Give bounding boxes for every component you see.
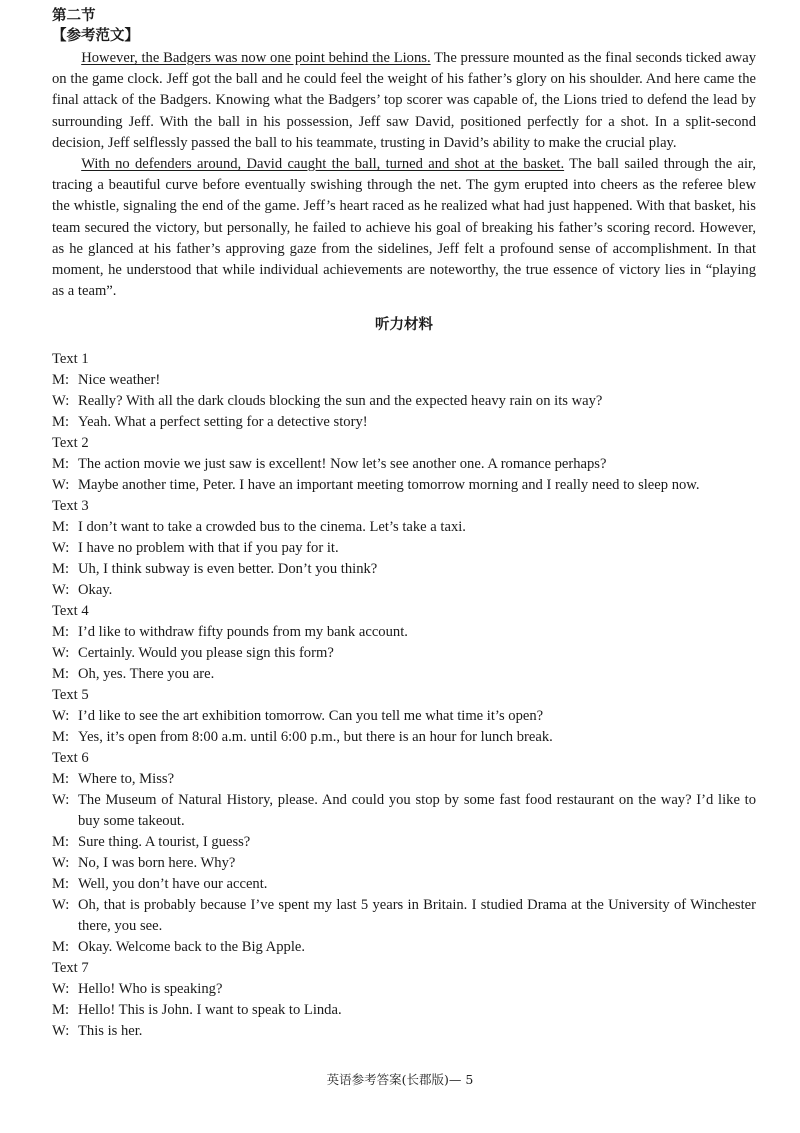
dialogue-line <box>52 790 756 832</box>
dialogue-line <box>52 1021 756 1042</box>
text-label: Text 4 <box>52 603 89 620</box>
utterance: Hello! Who is speaking? <box>78 981 223 998</box>
listening-title: 听力材料 <box>375 317 433 334</box>
utterance: The action movie we just saw is excellent! Now let’s see another one. A romance perhaps? <box>78 456 607 473</box>
speaker-label: W: <box>52 582 70 599</box>
utterance: Okay. Welcome back to the Big Apple. <box>78 939 305 956</box>
utterance: Nice weather! <box>78 372 161 389</box>
utterance: The Museum of Natural History, please. And could you stop by some fast food restaurant on the way? I’d like to buy some takeout. <box>78 792 756 830</box>
utterance: Oh, yes. There you are. <box>78 666 215 683</box>
speaker-label: W: <box>52 477 70 494</box>
dialogue-line <box>52 937 756 958</box>
utterance: Okay. <box>78 582 113 599</box>
paragraph-text: The ball sailed through the air, tracing a beautiful curve before eventually swishing through the net. The gym erupted into cheers as the referee blew the whistle, signaling the end of the game. Jeff’s heart raced as he realized what had just happened. With that basket, his team secured the victory, but personally, he failed to achieve his goal of breaking his father’s scoring record. However, as he glanced at his father’s approving gaze from the sidelines, Jeff felt a profound sense of accomplishment. In that moment, he understood that while individual achievements are noteworthy, the true essence of victory lies in “playing as a team”. <box>52 156 756 300</box>
listening-transcript <box>52 349 756 1042</box>
dialogue-line <box>52 769 756 790</box>
utterance: I’d like to see the art exhibition tomorrow. Can you tell me what time it’s open? <box>78 708 544 725</box>
speaker-label: M: <box>52 771 70 788</box>
paragraph-text: The pressure mounted as the final seconds ticked away on the game clock. Jeff got the ball and he could feel the weight of his father’s glory on his shoulder. And here came the final attack of the Badgers. Knowing what the Badgers’ top scorer was capable of, the Lions tried to defend the lead by surrounding Jeff. With the ball in his possession, Jeff saw David, positioned perfectly for a shot. In a split-second decision, Jeff selflessly passed the ball to his teammate, trusting in David’s ability to make the crucial play. <box>52 50 756 151</box>
dialogue-line <box>52 727 756 748</box>
speaker-label: M: <box>52 666 70 683</box>
dialogue-line <box>52 517 756 538</box>
utterance: Yes, it’s open from 8:00 a.m. until 6:00 p.m., but there is an hour for lunch break. <box>78 729 553 746</box>
speaker-label: M: <box>52 1002 70 1019</box>
utterance: No, I was born here. Why? <box>78 855 236 872</box>
dialogue-line <box>52 559 756 580</box>
text-label: Text 5 <box>52 687 89 704</box>
utterance: This is her. <box>78 1023 143 1040</box>
speaker-label: M: <box>52 624 70 641</box>
text-label: Text 6 <box>52 750 89 767</box>
dialogue-line <box>52 706 756 727</box>
speaker-label: W: <box>52 981 70 998</box>
document-page <box>52 6 756 1042</box>
dialogue-line <box>52 370 756 391</box>
dialogue-line <box>52 643 756 664</box>
speaker-label: M: <box>52 939 70 956</box>
section-title: 第二节 <box>52 8 96 24</box>
dialogue-line <box>52 412 756 433</box>
utterance: Certainly. Would you please sign this form? <box>78 645 334 662</box>
speaker-label: M: <box>52 876 70 893</box>
speaker-label: W: <box>52 1023 70 1040</box>
dialogue-line <box>52 895 756 937</box>
dialogue-line <box>52 391 756 412</box>
utterance: Oh, that is probably because I’ve spent my last 5 years in Britain. I studied Drama at the University of Winchester there, you see. <box>78 897 756 935</box>
dialogue-line <box>52 538 756 559</box>
page-footer: 英语参考答案(长郡版)— 5 <box>326 1072 474 1087</box>
dialogue-line <box>52 664 756 685</box>
utterance: I’d like to withdraw fifty pounds from my bank account. <box>78 624 408 641</box>
utterance: Really? With all the dark clouds blocking the sun and the expected heavy rain on its way? <box>78 393 603 410</box>
speaker-label: W: <box>52 540 70 557</box>
speaker-label: W: <box>52 393 70 410</box>
dialogue-line <box>52 979 756 1000</box>
utterance: Hello! This is John. I want to speak to Linda. <box>78 1002 342 1019</box>
text-label: Text 1 <box>52 351 89 368</box>
speaker-label: W: <box>52 792 70 809</box>
text-label: Text 2 <box>52 435 89 452</box>
utterance: Yeah. What a perfect setting for a detective story! <box>78 414 368 431</box>
utterance: Sure thing. A tourist, I guess? <box>78 834 251 851</box>
speaker-label: M: <box>52 372 70 389</box>
utterance: I have no problem with that if you pay for it. <box>78 540 339 557</box>
speaker-label: M: <box>52 834 70 851</box>
dialogue-line <box>52 622 756 643</box>
dialogue-line <box>52 580 756 601</box>
speaker-label: M: <box>52 561 70 578</box>
speaker-label: M: <box>52 414 70 431</box>
utterance: Well, you don’t have our accent. <box>78 876 268 893</box>
essay-paragraph-2 <box>52 154 756 302</box>
dialogue-line <box>52 874 756 895</box>
utterance: Where to, Miss? <box>78 771 175 788</box>
speaker-label: W: <box>52 645 70 662</box>
dialogue-line <box>52 1000 756 1021</box>
utterance: I don’t want to take a crowded bus to the cinema. Let’s take a taxi. <box>78 519 466 536</box>
underlined-sentence: However, the Badgers was now one point behind the Lions. <box>81 50 431 66</box>
utterance: Maybe another time, Peter. I have an important meeting tomorrow morning and I really need to sleep now. <box>78 477 700 494</box>
speaker-label: M: <box>52 519 70 536</box>
underlined-sentence: With no defenders around, David caught the ball, turned and shot at the basket. <box>81 156 565 173</box>
dialogue-line <box>52 454 756 475</box>
sample-essay-label: 【参考范文】 <box>52 28 139 44</box>
essay-paragraph-1 <box>52 48 756 154</box>
speaker-label: W: <box>52 708 70 725</box>
speaker-label: W: <box>52 855 70 872</box>
text-label: Text 3 <box>52 498 89 515</box>
speaker-label: M: <box>52 729 70 746</box>
utterance: Uh, I think subway is even better. Don’t you think? <box>78 561 378 578</box>
dialogue-line <box>52 475 756 496</box>
speaker-label: W: <box>52 897 70 914</box>
speaker-label: M: <box>52 456 70 473</box>
dialogue-line <box>52 832 756 853</box>
text-label: Text 7 <box>52 960 89 977</box>
dialogue-line <box>52 853 756 874</box>
